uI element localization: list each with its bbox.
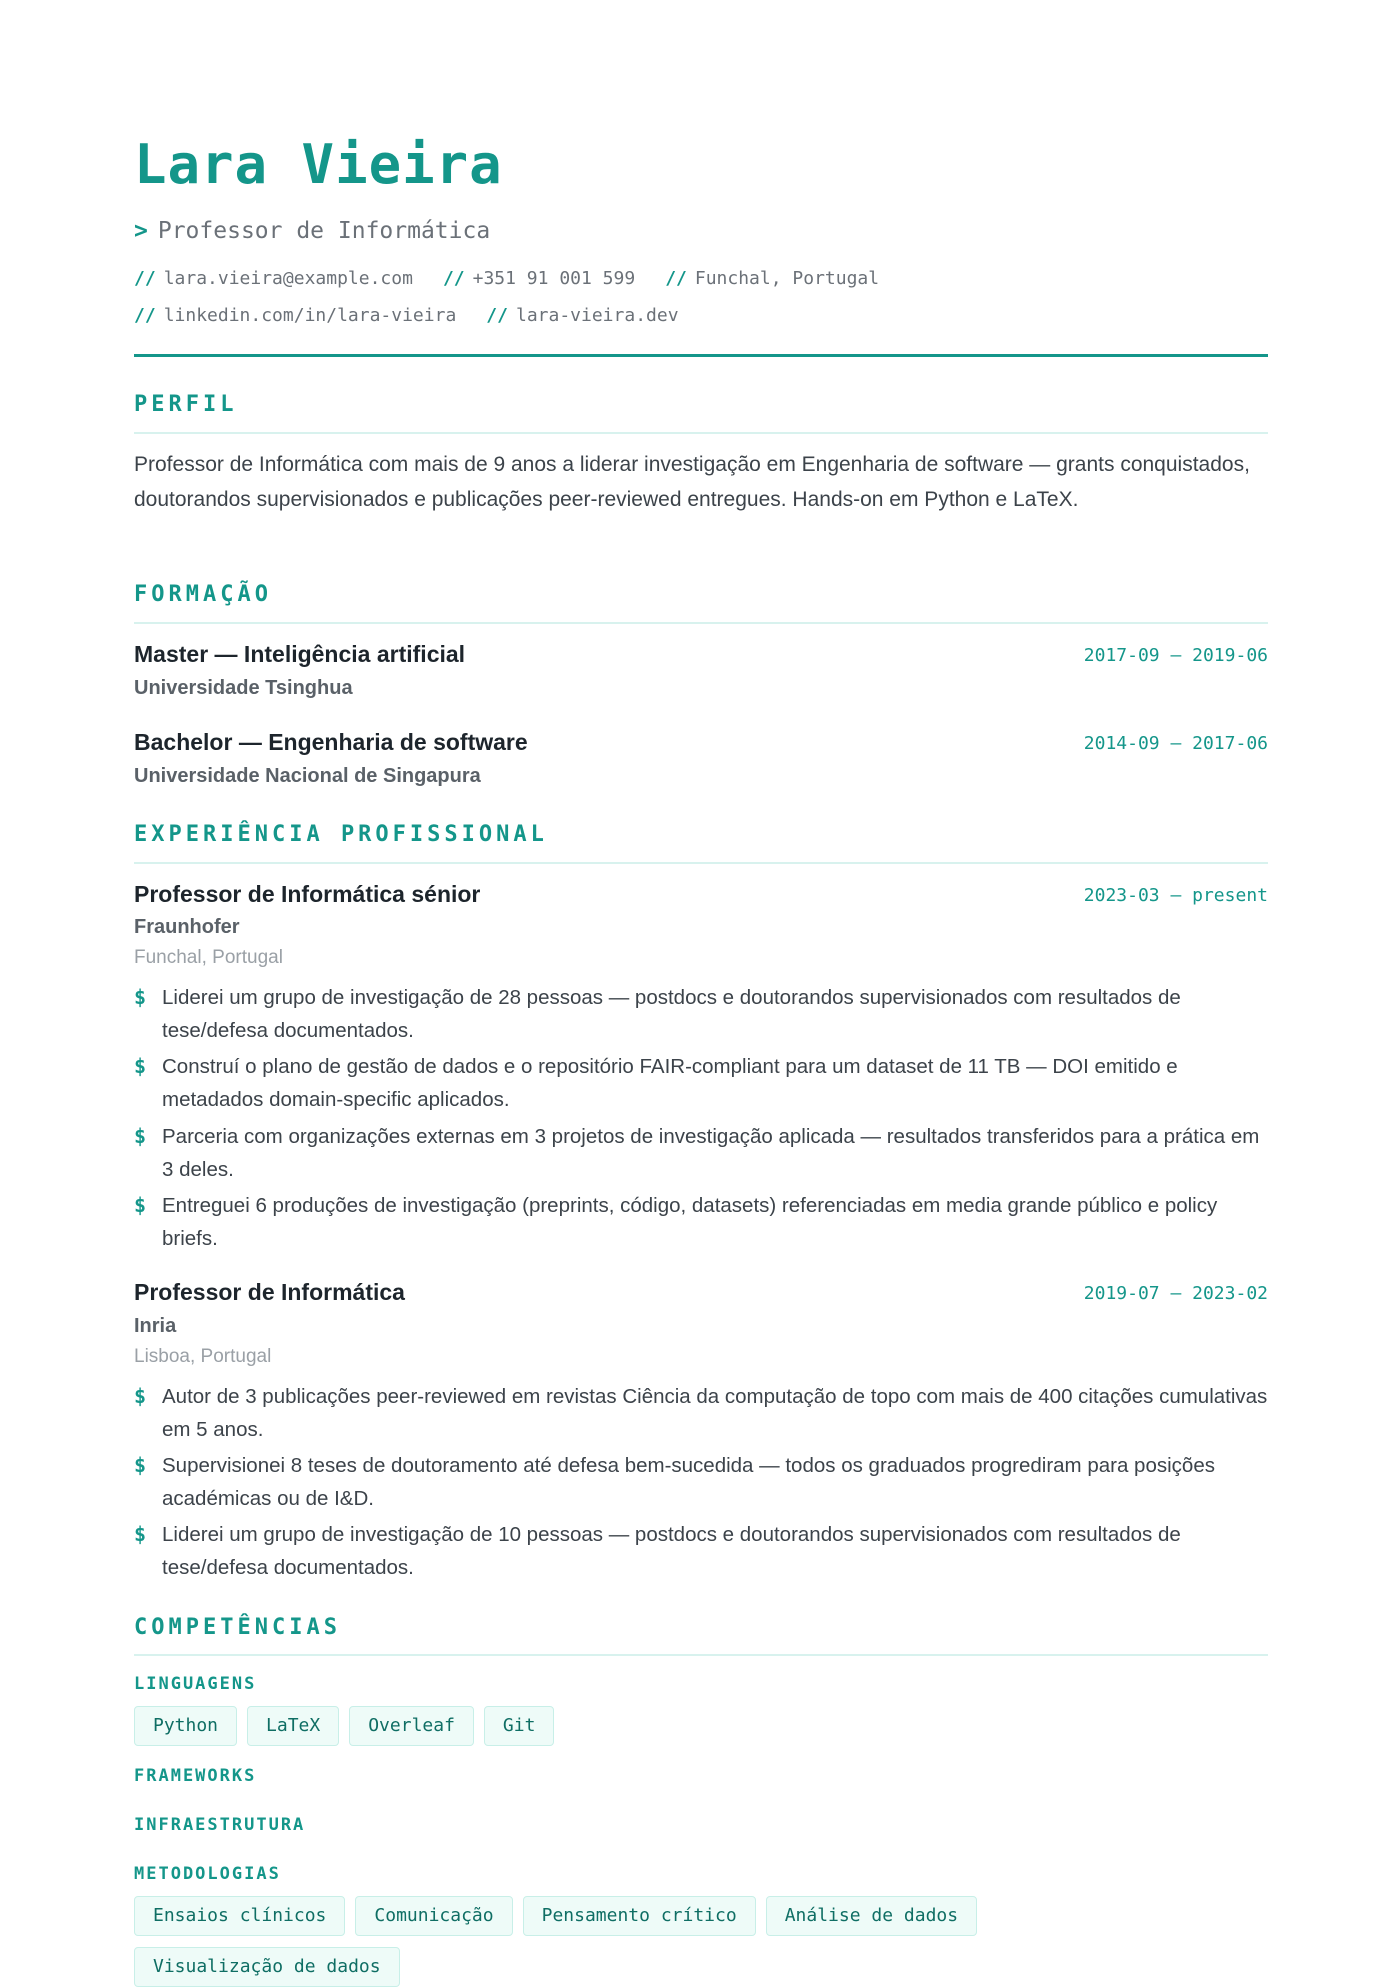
contact-email[interactable]	[134, 268, 413, 289]
skills-label-frameworks: FRAMEWORKS	[134, 1766, 257, 1786]
bullet-text: Supervisionei 8 teses de doutoramento até defesa bem-sucedida — todos os graduados progrediram para posições académicas ou de I&D.	[162, 1454, 1215, 1510]
dollar-icon: $	[134, 1522, 147, 1546]
education-school: Universidade Tsinghua	[134, 677, 353, 699]
skills-label-infrastructure: INFRAESTRUTURA	[134, 1815, 306, 1835]
education-degree: Master — Inteligência artificial	[134, 641, 466, 667]
profile-text: Professor de Informática com mais de 9 anos a liderar investigação em Engenharia de software — grants conquistados, doutorandos supervisionados e publicações peer-reviewed entregues. Hands-on em Python e LaTeX.	[134, 453, 1250, 511]
bullet-text: Liderei um grupo de investigação de 28 pessoas — postdocs e doutorandos supervisionados com resultados de tese/defesa documentados.	[162, 986, 1181, 1042]
headline	[134, 218, 490, 244]
job-bullet	[134, 981, 1268, 1047]
job-bullet	[134, 1449, 1268, 1515]
separator-icon: //	[134, 268, 156, 289]
contact-phone[interactable]	[443, 268, 635, 289]
job-title: Professor de Informática	[134, 1279, 405, 1305]
education-school: Universidade Nacional de Singapura	[134, 765, 481, 787]
skills-tags-languages	[134, 1706, 1268, 1746]
phone-text: +351 91 001 599	[472, 268, 636, 289]
separator-icon: //	[665, 268, 687, 289]
bullet-text: Autor de 3 publicações peer-reviewed em revistas Ciência da computação de topo com mais de 400 citações cumulativas em 5 anos.	[162, 1385, 1268, 1441]
separator-icon: //	[486, 305, 508, 326]
skills-tags-methodologies-row2	[134, 1947, 1268, 1987]
headline-text: Professor de Informática	[157, 218, 491, 244]
skill-tag: Git	[484, 1706, 555, 1746]
dollar-icon: $	[134, 985, 147, 1009]
linkedin-text: linkedin.com/in/lara-vieira	[163, 305, 457, 326]
skill-tag: Análise de dados	[766, 1896, 977, 1936]
job-bullet	[134, 1189, 1268, 1255]
skills-tags-methodologies	[134, 1896, 1268, 1936]
education-dates: 2017-09 – 2019-06	[1083, 645, 1268, 666]
website-text: lara-vieira.dev	[515, 305, 679, 326]
bullet-text: Liderei um grupo de investigação de 10 pessoas — postdocs e doutorandos supervisionados com resultados de tese/defesa documentados.	[162, 1523, 1181, 1579]
skills-label-methodologies: METODOLOGIAS	[134, 1864, 281, 1884]
job-bullet	[134, 1050, 1268, 1116]
contact-location	[665, 268, 879, 289]
section-title-profile: PERFIL	[134, 392, 238, 417]
dollar-icon: $	[134, 1193, 147, 1217]
job-location: Funchal, Portugal	[134, 947, 283, 968]
job-company: Inria	[134, 1315, 177, 1337]
section-divider	[134, 1654, 1268, 1656]
job-dates: 2023-03 – present	[1083, 885, 1268, 906]
skill-tag: Comunicação	[355, 1896, 512, 1936]
skill-tag: Pensamento crítico	[523, 1896, 756, 1936]
skill-tag: Ensaios clínicos	[134, 1896, 345, 1936]
location-text: Funchal, Portugal	[694, 268, 880, 289]
separator-icon: //	[134, 305, 156, 326]
job-bullet	[134, 1380, 1268, 1446]
job-location: Lisboa, Portugal	[134, 1346, 272, 1367]
job-bullet	[134, 1120, 1268, 1186]
dollar-icon: $	[134, 1453, 147, 1477]
email-text: lara.vieira@example.com	[163, 268, 413, 289]
skill-tag: LaTeX	[247, 1706, 339, 1746]
header-divider	[134, 354, 1268, 357]
separator-icon: //	[442, 268, 465, 289]
job-bullet	[134, 1518, 1268, 1584]
section-title-education: FORMAÇÃO	[134, 582, 272, 607]
skills-label-languages: LINGUAGENS	[134, 1674, 257, 1694]
section-divider	[134, 622, 1268, 624]
section-title-skills: COMPETÊNCIAS	[134, 1615, 341, 1640]
section-title-experience: EXPERIÊNCIA PROFISSIONAL	[134, 822, 548, 847]
contact-row-2	[134, 305, 709, 326]
job-title: Professor de Informática sénior	[134, 881, 481, 907]
bullet-text: Entreguei 6 produções de investigação (preprints, código, datasets) referenciadas em media grande público e policy briefs.	[162, 1194, 1218, 1250]
job-company: Fraunhofer	[134, 916, 240, 938]
skill-tag: Overleaf	[349, 1706, 474, 1746]
contact-row-1	[134, 268, 909, 289]
job-dates: 2019-07 – 2023-02	[1083, 1283, 1268, 1304]
skill-tag: Visualização de dados	[134, 1947, 400, 1987]
dollar-icon: $	[134, 1054, 147, 1078]
education-dates: 2014-09 – 2017-06	[1083, 733, 1268, 754]
bullet-text: Parceria com organizações externas em 3 projetos de investigação aplicada — resultados transferidos para a prática em 3 deles.	[162, 1125, 1260, 1181]
skill-tag: Python	[134, 1706, 237, 1746]
dollar-icon: $	[134, 1124, 147, 1148]
contact-linkedin[interactable]	[134, 305, 456, 326]
education-degree: Bachelor — Engenharia de software	[134, 729, 528, 755]
prompt-symbol: >	[134, 218, 148, 244]
section-divider	[134, 432, 1268, 434]
contact-website[interactable]	[486, 305, 678, 326]
dollar-icon: $	[134, 1384, 147, 1408]
section-divider	[134, 862, 1268, 864]
candidate-name: Lara Vieira	[134, 133, 503, 196]
bullet-text: Construí o plano de gestão de dados e o repositório FAIR-compliant para um dataset de 11 TB — DOI emitido e metadados domain-specific aplicados.	[162, 1055, 1178, 1111]
